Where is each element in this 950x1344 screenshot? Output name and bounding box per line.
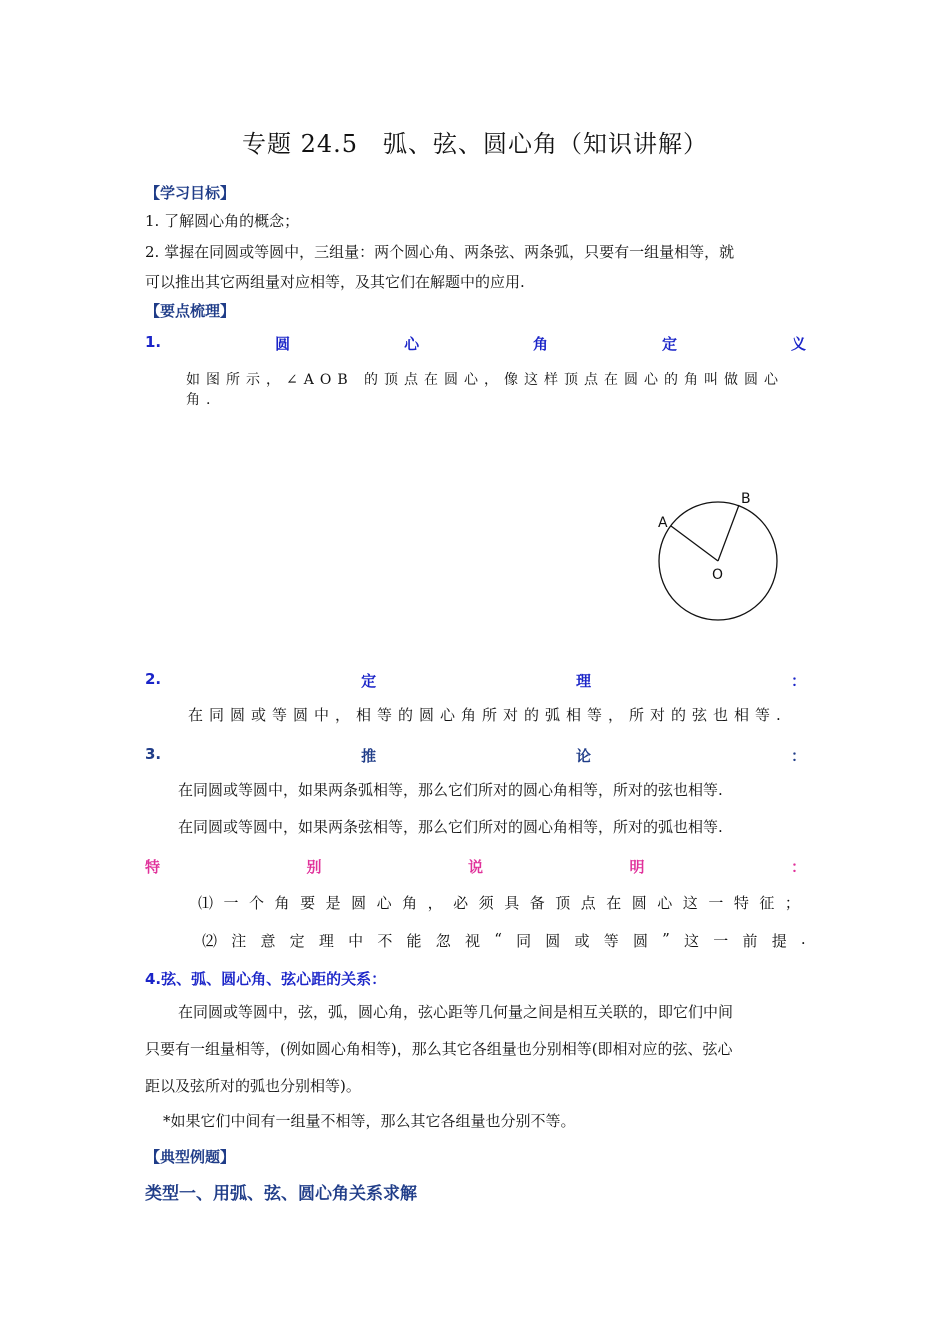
theorem-text: 在同圆或等圆中，相等的圆心角所对的弧相等，所对的弦也相等. <box>188 706 787 724</box>
typical-examples-heading: 【典型例题】 <box>145 1148 236 1166</box>
heading-special-notes: 特 别 说 明 ： <box>145 858 806 876</box>
heading-corollary: 3. 推 论 ： <box>145 745 806 765</box>
key-points-heading: 【要点梳理】 <box>145 302 236 320</box>
circle-figure <box>650 485 790 625</box>
radius-oa <box>671 526 718 561</box>
heading-theorem: 2. 定 理 ： <box>145 670 806 690</box>
goal-2-line2: 可以推出其它两组量对应相等，及其它们在解题中的应用. <box>145 273 525 291</box>
relationship-line-1: 在同圆或等圆中，弦，弧，圆心角，弦心距等几何量之间是相互关联的，即它们中间 <box>178 1003 734 1021</box>
relationship-line-3: 距以及弦所对的弧也分别相等)。 <box>145 1077 361 1095</box>
type-one-heading: 类型一、用弧、弦、圆心角关系求解 <box>145 1184 417 1204</box>
heading-central-angle-definition: 1. 圆 心 角 定 义 <box>145 333 806 353</box>
goal-2-line1: 2. 掌握在同圆或等圆中，三组量：两个圆心角、两条弦、两条弧，只要有一组量相等，就 <box>145 243 735 261</box>
corollary-1: 在同圆或等圆中，如果两条弧相等，那么它们所对的圆心角相等，所对的弦也相等. <box>178 781 723 799</box>
note-1: ⑴ 一 个 角 要 是 圆 心 角 ， 必 须 具 备 顶 点 在 圆 心 这 一 特 征 ； <box>198 894 800 912</box>
definition-text: 如图所示，∠AOB 的顶点在圆心，像这样顶点在圆心的角叫做圆心角. <box>186 372 785 408</box>
label-a: A <box>658 515 668 531</box>
note-2: ⑵ 注 意 定 理 中 不 能 忽 视 “ 同 圆 或 等 圆 ” 这 一 前 提 . <box>202 930 806 950</box>
relationship-line-4: *如果它们中间有一组量不相等，那么其它各组量也分别不等。 <box>163 1112 576 1130</box>
heading-relationship: 4.弦、弧、圆心角、弦心距的关系： <box>145 970 387 988</box>
label-o: O <box>712 567 724 583</box>
relationship-line-2: 只要有一组量相等，(例如圆心角相等)，那么其它各组量也分别相等(即相对应的弦、弦心 <box>145 1040 733 1058</box>
label-b: B <box>741 491 751 507</box>
learning-goals-heading: 【学习目标】 <box>145 184 236 202</box>
page-title: 专题 24.5 弧、弦、圆心角（知识讲解） <box>241 130 709 158</box>
goal-1: 1. 了解圆心角的概念； <box>145 212 300 230</box>
radius-ob <box>718 505 739 561</box>
corollary-2: 在同圆或等圆中，如果两条弦相等，那么它们所对的圆心角相等，所对的弧也相等. <box>178 818 723 836</box>
